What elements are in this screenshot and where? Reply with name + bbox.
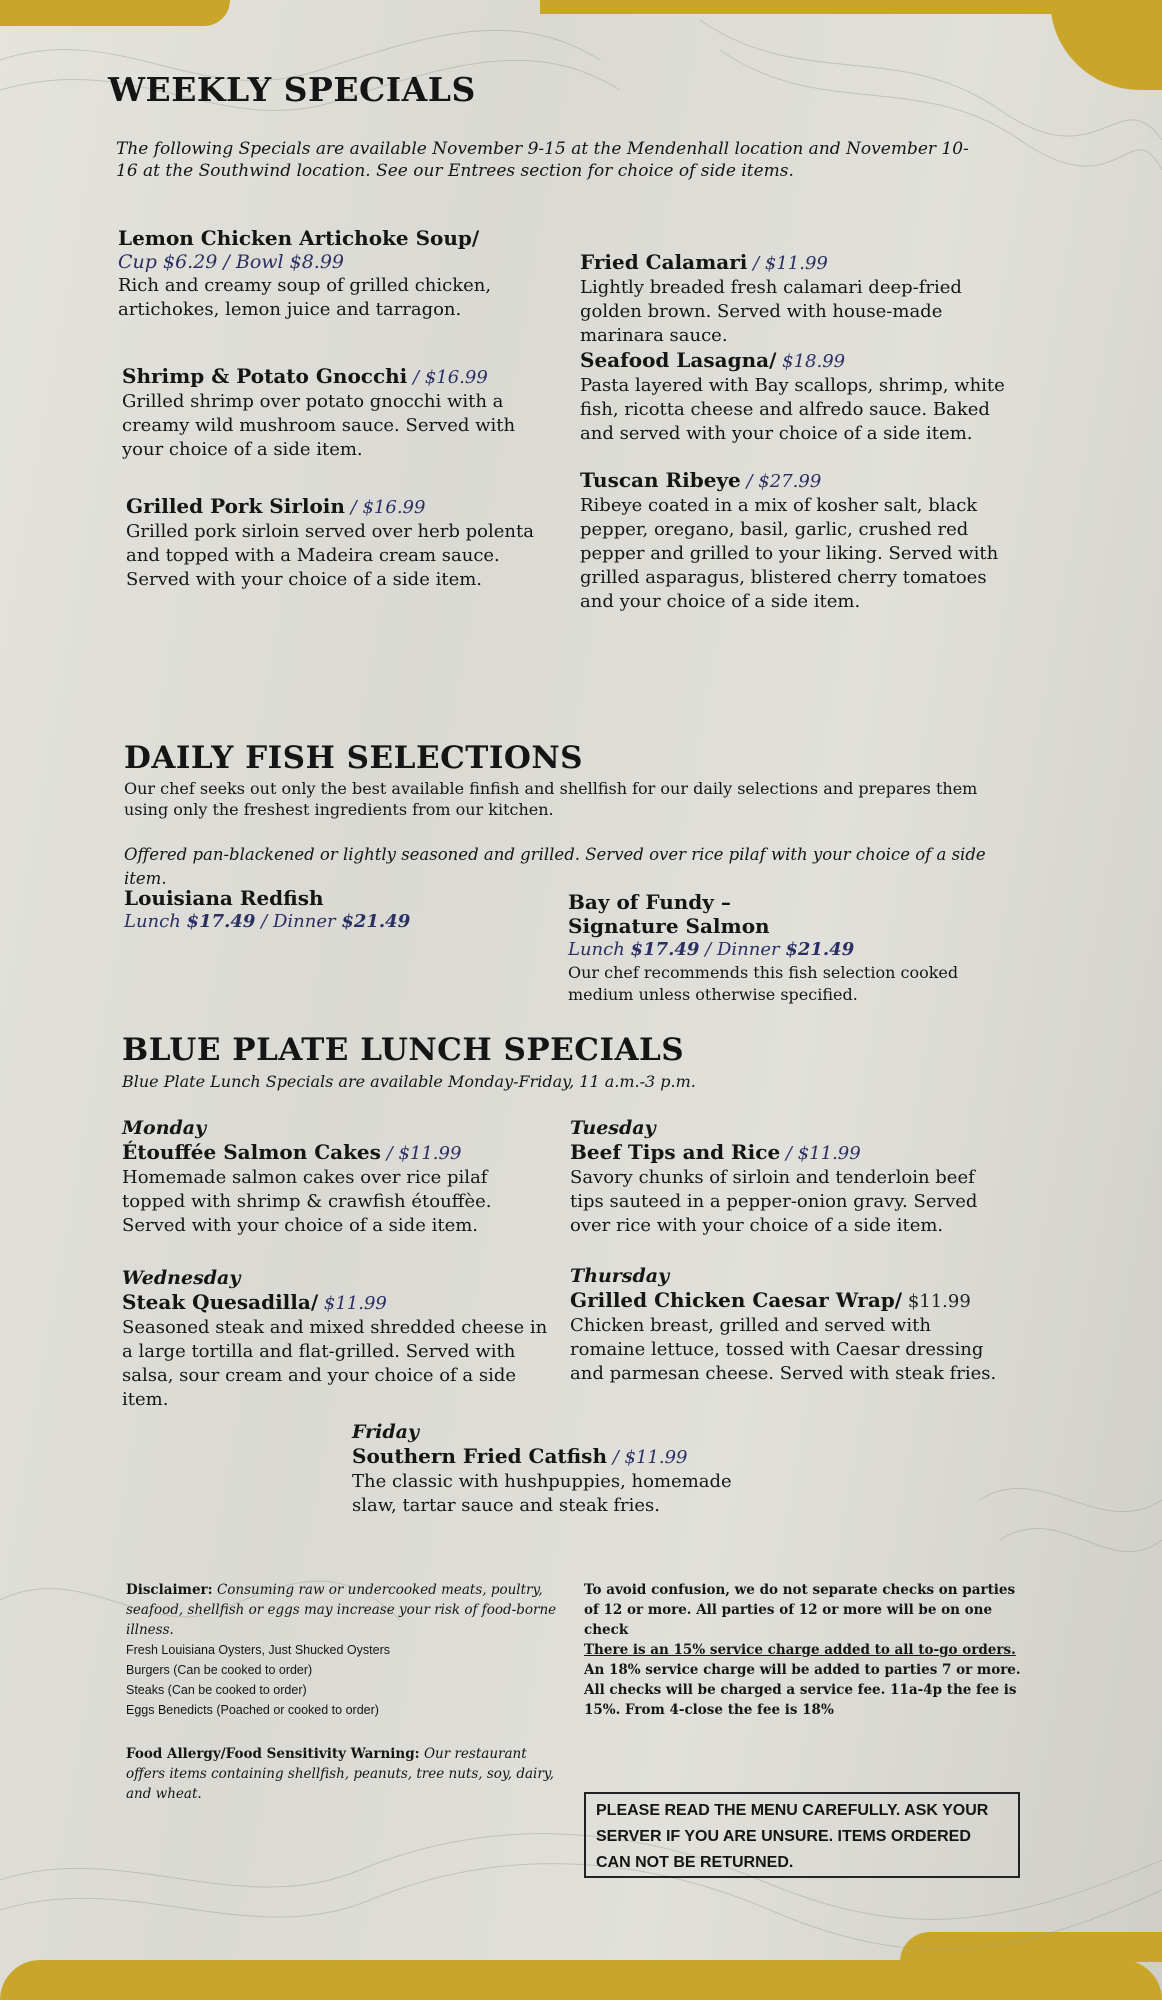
- fish-item-redfish: [124, 886, 504, 934]
- raw-item: Eggs Benedicts (Poached or cooked to order): [126, 1703, 379, 1717]
- item-name: Grilled Chicken Caesar Wrap/: [570, 1288, 903, 1312]
- lunch-label: Lunch: [124, 911, 181, 932]
- allergy-text: Our restaurant offers items containing shellfish, peanuts, tree nuts, soy, dairy, and wheat.: [126, 1746, 554, 1802]
- dinner-price: $21.49: [785, 939, 855, 960]
- item-description: Homemade salmon cakes over rice pilaf topped with shrimp & crawfish étouffèe. Served with your choice of a side item.: [122, 1167, 492, 1236]
- item-description: Rich and creamy soup of grilled chicken, artichokes, lemon juice and tarragon.: [118, 275, 492, 320]
- item-price: / $11.99: [612, 1447, 688, 1468]
- item-name: Seafood Lasagna/: [580, 348, 777, 372]
- disclaimer-text: Consuming raw or undercooked meats, poultry, seafood, shellfish or eggs may increase your risk of food-borne illness.: [126, 1582, 557, 1638]
- day-label: Wednesday: [122, 1267, 241, 1289]
- item-description: Ribeye coated in a mix of kosher salt, black pepper, oregano, basil, garlic, crushed red pepper and grilled to your liking. Served with grilled asparagus, blistered cherry tomatoes and your choice of a side item.: [580, 495, 999, 612]
- disclaimer-block: [126, 1580, 566, 1720]
- item-name: Beef Tips and Rice: [570, 1140, 781, 1164]
- checks-text: To avoid confusion, we do not separate checks on parties of 12 or more. All parties of 12 or more will be on one check: [584, 1582, 1016, 1638]
- check-policy: [584, 1580, 1024, 1720]
- lunch-price: $17.49: [630, 939, 700, 960]
- raw-item: Steaks (Can be cooked to order): [126, 1683, 307, 1697]
- item-description: Chicken breast, grilled and served with romaine lettuce, tossed with Caesar dressing and parmesan cheese. Served with steak fries.: [570, 1315, 997, 1384]
- daily-fish-title: DAILY FISH SELECTIONS: [124, 740, 584, 776]
- lunch-price: $17.49: [186, 911, 256, 932]
- item-price: / $16.99: [350, 497, 426, 518]
- item-price: / $11.99: [785, 1143, 861, 1164]
- dinner-label: / Dinner: [261, 911, 336, 932]
- item-price: Cup $6.29 / Bowl $8.99: [118, 251, 345, 273]
- togo-text: There is an 15% service charge added to all to-go orders.: [584, 1642, 1016, 1658]
- weekly-item-calamari: [580, 250, 1020, 348]
- item-name: Lemon Chicken Artichoke Soup/: [118, 226, 480, 250]
- blue-item-friday: [352, 1420, 742, 1518]
- item-name: Tuscan Ribeye: [580, 468, 741, 492]
- blue-item-tuesday: [570, 1116, 1010, 1238]
- item-description: Savory chunks of sirloin and tenderloin beef tips sauteed in a pepper-onion gravy. Served over rice with your choice of a side item.: [570, 1167, 978, 1236]
- item-price: $11.99: [323, 1293, 387, 1314]
- service-fee-text: All checks will be charged a service fee. 11a-4p the fee is 15%. From 4-close the fee is 18%: [584, 1682, 1017, 1718]
- item-description: Our chef recommends this fish selection cooked medium unless otherwise specified.: [568, 963, 959, 1004]
- item-name: Louisiana Redfish: [124, 886, 324, 910]
- raw-item: Fresh Louisiana Oysters, Just Shucked Oysters: [126, 1643, 390, 1657]
- item-description: Seasoned steak and mixed shredded cheese in a large tortilla and flat-grilled. Served with salsa, sour cream and your choice of a side item.: [122, 1317, 548, 1410]
- day-label: Friday: [352, 1421, 420, 1443]
- item-description: Grilled pork sirloin served over herb polenta and topped with a Madeira cream sauce. Served with your choice of a side item.: [126, 521, 534, 590]
- dinner-price: $21.49: [341, 911, 411, 932]
- item-name: Shrimp & Potato Gnocchi: [122, 364, 408, 388]
- day-label: Tuesday: [570, 1117, 656, 1139]
- item-price: / $16.99: [413, 367, 488, 388]
- item-price: / $11.99: [386, 1143, 462, 1164]
- weekly-item-lasagna: [580, 348, 1020, 446]
- weekly-item-soup: [118, 226, 558, 322]
- disclaimer-label: Disclaimer:: [126, 1582, 213, 1598]
- lunch-label: Lunch: [568, 939, 625, 960]
- fish-item-salmon: [568, 890, 988, 1006]
- item-price: / $27.99: [746, 471, 822, 492]
- read-menu-notice: PLEASE READ THE MENU CAREFULLY. ASK YOUR SERVER IF YOU ARE UNSURE. ITEMS ORDERED CAN NOT BE RETURNED.: [584, 1792, 1020, 1878]
- weekly-item-pork: [126, 494, 556, 592]
- item-name: Steak Quesadilla/: [122, 1290, 319, 1314]
- item-description: Pasta layered with Bay scallops, shrimp, white fish, ricotta cheese and alfredo sauce. Baked and served with your choice of a side item.: [580, 375, 1005, 444]
- item-description: The classic with hushpuppies, homemade slaw, tartar sauce and steak fries.: [352, 1471, 732, 1516]
- daily-fish-offered: Offered pan-blackened or lightly seasoned and grilled. Served over rice pilaf with your choice of a side item.: [124, 845, 986, 888]
- item-name: Bay of Fundy –: [568, 890, 731, 914]
- blue-item-monday: [122, 1116, 552, 1238]
- item-name: Grilled Pork Sirloin: [126, 494, 345, 518]
- weekly-item-ribeye: [580, 468, 1010, 614]
- day-label: Thursday: [570, 1265, 670, 1287]
- blue-item-wednesday: [122, 1266, 552, 1412]
- item-description: Grilled shrimp over potato gnocchi with a creamy wild mushroom sauce. Served with your choice of a side item.: [122, 391, 516, 460]
- dinner-label: / Dinner: [705, 939, 780, 960]
- allergy-label: Food Allergy/Food Sensitivity Warning:: [126, 1746, 420, 1762]
- item-name: Fried Calamari: [580, 250, 748, 274]
- item-price: $11.99: [907, 1291, 971, 1312]
- allergy-warning: [126, 1744, 566, 1804]
- weekly-specials-intro: The following Specials are available November 9-15 at the Mendenhall location and November 10-16 at the Southwind location. See our Entrees section for choice of side items.: [116, 139, 969, 181]
- item-price: / $11.99: [753, 253, 828, 274]
- blue-plate-title: BLUE PLATE LUNCH SPECIALS: [122, 1032, 685, 1068]
- daily-fish-intro: Our chef seeks out only the best available finfish and shellfish for our daily selections and prepares them using only the freshest ingredients from our kitchen.: [124, 779, 978, 819]
- blue-plate-intro: Blue Plate Lunch Specials are available Monday-Friday, 11 a.m.-3 p.m.: [122, 1072, 696, 1091]
- day-label: Monday: [122, 1117, 207, 1139]
- item-name: Southern Fried Catfish: [352, 1444, 607, 1468]
- weekly-item-gnocchi: [122, 364, 562, 462]
- blue-item-thursday: [570, 1264, 1010, 1386]
- weekly-specials-title: WEEKLY SPECIALS: [108, 70, 476, 109]
- item-name: Étouffée Salmon Cakes: [122, 1140, 381, 1164]
- item-price: $18.99: [782, 351, 846, 372]
- raw-item: Burgers (Can be cooked to order): [126, 1663, 313, 1677]
- item-description: Lightly breaded fresh calamari deep-fried golden brown. Served with house-made marinara sauce.: [580, 277, 962, 346]
- item-name-line2: Signature Salmon: [568, 914, 770, 938]
- parties-text: An 18% service charge will be added to parties 7 or more.: [584, 1662, 1021, 1678]
